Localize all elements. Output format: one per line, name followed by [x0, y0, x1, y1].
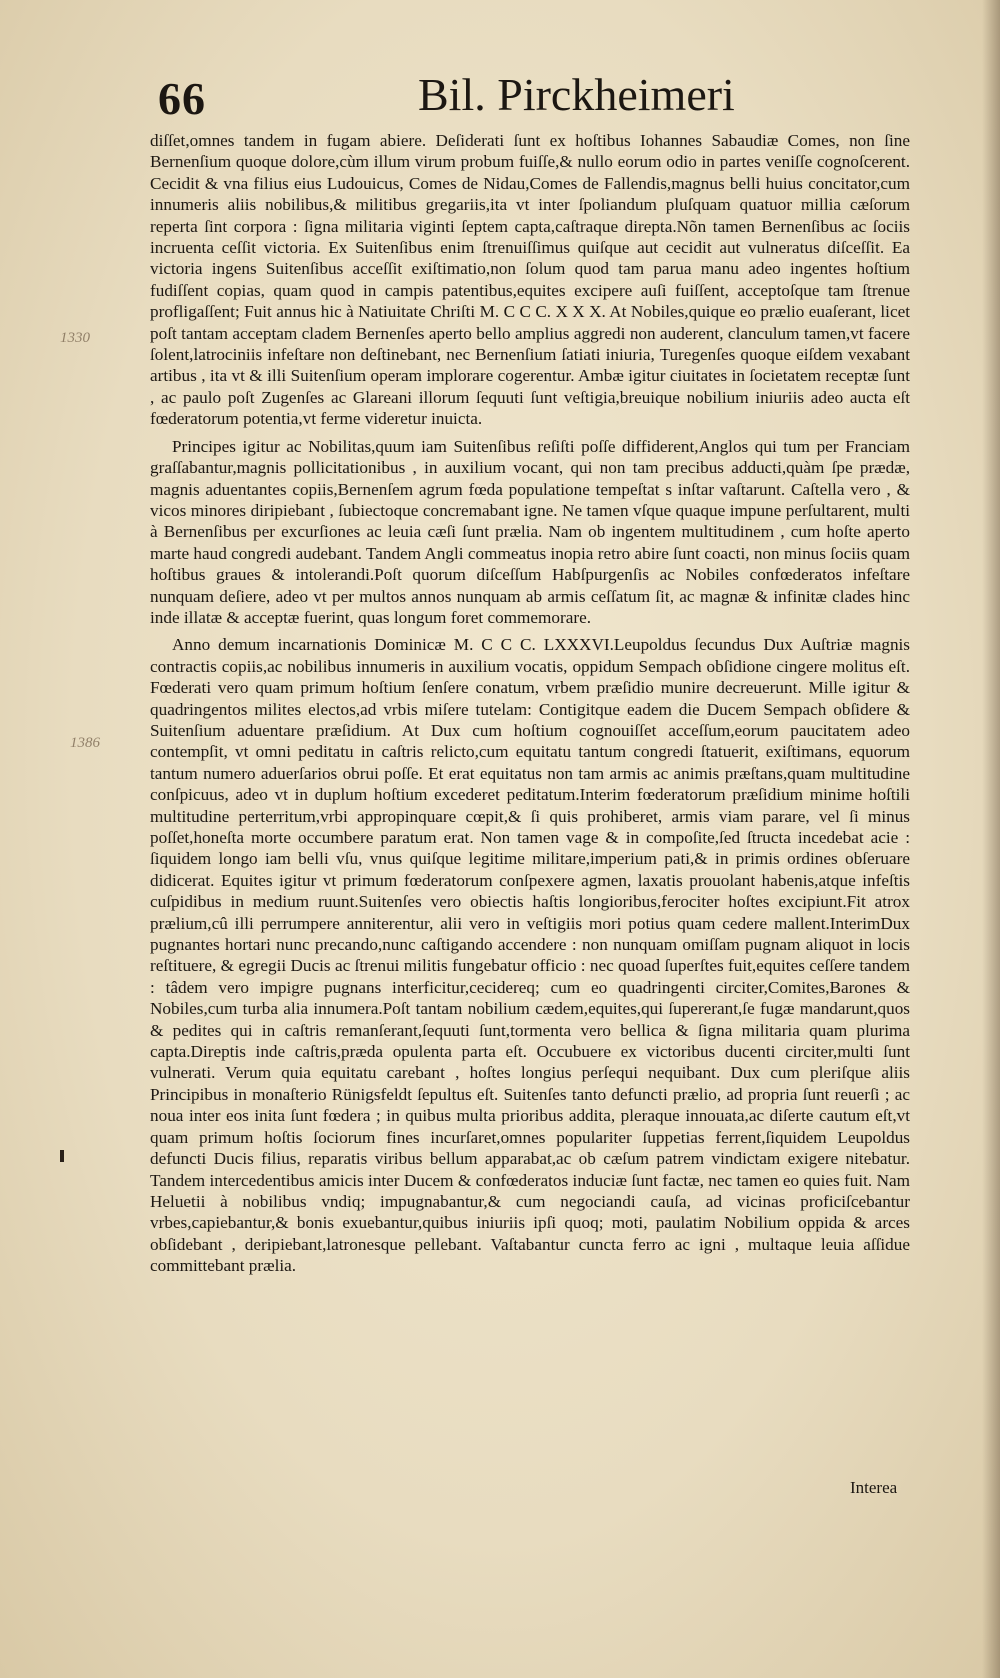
paragraph: Anno demum incarnationis Dominicæ M. C C C. LXXXVI.Leupoldus ſecundus Dux Auſtriæ magnis contractis copiis,ac nobilibus innumeris in auxilium vocatis, oppidum Sempach obſidione cingere molitus eſt. Fœderati vero quam primum hoſtium ſenſere conatum, vrbem præſidio munire decreuerunt. Mille igitur & quadringentos milites electos,ad vrbis miſere tutelam: Contigitque eadem die Ducem Sempach obſidere & Suitenſium aduentare præſidium. At Dux cum hoſtium cognouiſſet acceſſum,eorum paucitatem adeo contempſit, vt omni peditatu in caſtris relicto,cum equitatu tantum congredi ſtatuerit, exiſtimans, equorum tantum numero aduerſarios obrui poſſe. Et erat equitatus non tam armis ac animis præſtans,quam multitudine conſpicuus, adeo vt in duplum hoſtium excederet peditatum.Interim fœderatorum præſidium minime hoſtili multitudine perterritum,vrbi appropinquare cœpit,& ſi quis prohiberet, armis viam parare, vel ſi minus poſſet,honeſta morte occumbere paratum erat. Non tamen vage & in compoſite,ſed ſtructa incedebat acie : ſiquidem longo iam belli vſu, vnus quiſque legitime militare,imperium pati,& in primis ordines obſeruare didicerat. Equites igitur vt primum fœderatorum conſpexere agmen, laxatis prouolant habenis,atque infeſtis cuſpidibus in medium ruunt.Suitenſes vero obiectis haſtis longioribus,ferociter hoſtes excipiunt.Fit atrox prælium,cû illi perrumpere anniterentur, alii vero in veſtigiis mori potius quam cedere mallent.InterimDux pugnantes hortari nunc precando,nunc caſtigando accendere : non nunquam omiſſam pugnam aliquot in locis reſtituere, & egregii Ducis ac ſtrenui militis fungebatur officio : nec quoad ſuperſtes fuit,equites ceſſere tandem : tâdem vero impigre pugnans interficitur,cecidereq; cum eo quadringenti circiter,Comites,Barones & Nobiles,cum turba alia innumera.Poſt tantam nobilium cædem,equites,qui ſupererant,ſe fugæ mandarunt,quos & pedites qui in caſtris remanſerant,ſequuti ſunt,tormenta vero bellica & ſigna militaria quam plurima capta.Direptis inde caſtris,præda opulenta parta eſt. Occubuere ex victoribus ducenti circiter,multi ſunt vulnerati. Verum quia equitatu carebant , hoſtes longius perſequi nequibant. Dux cum pleriſque aliis Principibus in monaſterio Rünigsfeldt ſepultus eſt. Suitenſes tanto defuncti prælio, ad propria ſunt reuerſi ; ac noua inter eos inita ſunt fœdera ; in quibus multa prioribus addita, pleraque innouata,ac diſerte cautum eſt,vt quam primum hoſtis ſociorum fines incurſaret,omnes populariter ſuppetias ferrent,ſiquidem Leupoldus defuncti Ducis filius, reparatis viribus bellum apparabat,ac ob cæſum patrem vindictam exigere nitebatur. Tandem intercedentibus amicis inter Ducem & confœderatos induciæ ſunt factæ, nec tamen eo quies fuit. Nam Heluetii à nobilibus vndiq; impugnabantur,& cum negociandi cauſa, ad vicinas proficiſcebantur vrbes,capiebantur,& bonis exuebantur,quibus iniuriis ipſi quoq; moti, paulatim Nobilium oppida & arces obſidebant , deripiebant,latronesque pellebant. Vaſtabantur cuncta ferro ac igni , multaque leuia aſſidue committebant prælia. — [150, 635, 910, 1276]
main-text — [150, 130, 910, 1277]
margin-note-year: 1330 — [60, 330, 90, 346]
margin-note-year: 1386 — [70, 735, 100, 751]
page-header — [150, 62, 735, 124]
running-head: Bil. Pirckheimeri — [418, 69, 735, 120]
page-edge-shadow — [982, 0, 1000, 1678]
catchword: Interea — [850, 1478, 898, 1497]
paragraph: Principes igitur ac Nobilitas,quum iam Suitenſibus reſiſti poſſe diffiderent,Anglos qui tum per Franciam graſſabantur,magnis pollicitationibus , in auxilium vocant, qui non tam precibus adducti,quàm ſpe prædæ, magnis aduentantes copiis,Bernenſem agrum fœda populatione tempeſtat s inſtar vaſtarunt. Caſtella vero , & vicos minores diripiebant , ſubiectoque concremabant igne. Ne tamen vſque quaque impune perſultarent, multi à Bernenſibus per excurſiones ac leuia cæſi ſunt prælia. Nam ob ingentem multitudinem , cum hoſte aperto marte haud congredi audebant. Tandem Angli commeatus inopia retro abire ſunt coacti, non minus ſociis quam hoſtibus graues & intolerandi.Poſt quorum diſceſſum Habſpurgenſis ac Nobiles confœderatos infeſtare nunquam deſiere, adeo vt per multos annos nunquam ab armis ceſſatum ſit, ac magnæ & infinitæ clades hinc inde illatæ & acceptæ fuerint, quas longum foret commemorare. — [150, 436, 910, 627]
page-number: 66 — [158, 73, 206, 124]
paragraph: diſſet,omnes tandem in fugam abiere. Deſiderati ſunt ex hoſtibus Iohannes Sabaudiæ Comes, non ſine Bernenſium quoque dolore,cùm illum virum probum fuiſſe,& nullo eorum odio in partes veniſſe cognoſcerent. Cecidit & vna filius eius Ludouicus, Comes de Nidau,Comes de Fallendis,magnus belli huius concitator,cum innumeris aliis nobilibus,& militibus gregariis,ita vt inter ſpoliandum pluſquam quatuor millia cæſorum reperta ſint corpora : ſigna militaria viginti ſeptem capta,caſtraque direpta.Nõn tamen Bernenſibus ac ſociis incruenta ceſſit victoria. Ex Suitenſibus enim ſtrenuiſſimus quiſque aut cecidit aut vulneratus diſceſſit. Ea victoria ingens Suitenſibus acceſſit exiſtimatio,non ſolum quod tam parua manu adeo ingentes hoſtium fudiſſent copias, quam quod in campis patentibus,equites excipere auſi fuiſſent, acceptoſque tam ſtrenue profligaſſent; Fuit annus hic à Natiuitate Chriſti M. C C C. X X X. At Nobiles,quique eo prælio euaſerant, licet poſt tantam acceptam cladem Bernenſes aperto bello amplius aggredi non auderent, clanculum tamen,vt facere ſolent,latrociniis infeſtare non deſtinebant, nec Bernenſium ſatiati iniuria, Turegenſes quoque eiſdem vexabant artibus , ita vt & illi Suitenſium operam implorare cogerentur. Ambæ igitur ciuitates in ſocietatem receptæ ſunt , ac paulo poſt Zugenſes ac Glareani illorum ſequuti ſunt veſtigia,breuique nobilium iniuriis adeo aucta eſt fœderatorum potentia,vt ferme videretur inuicta. — [150, 131, 910, 429]
ink-mark — [60, 1150, 64, 1162]
